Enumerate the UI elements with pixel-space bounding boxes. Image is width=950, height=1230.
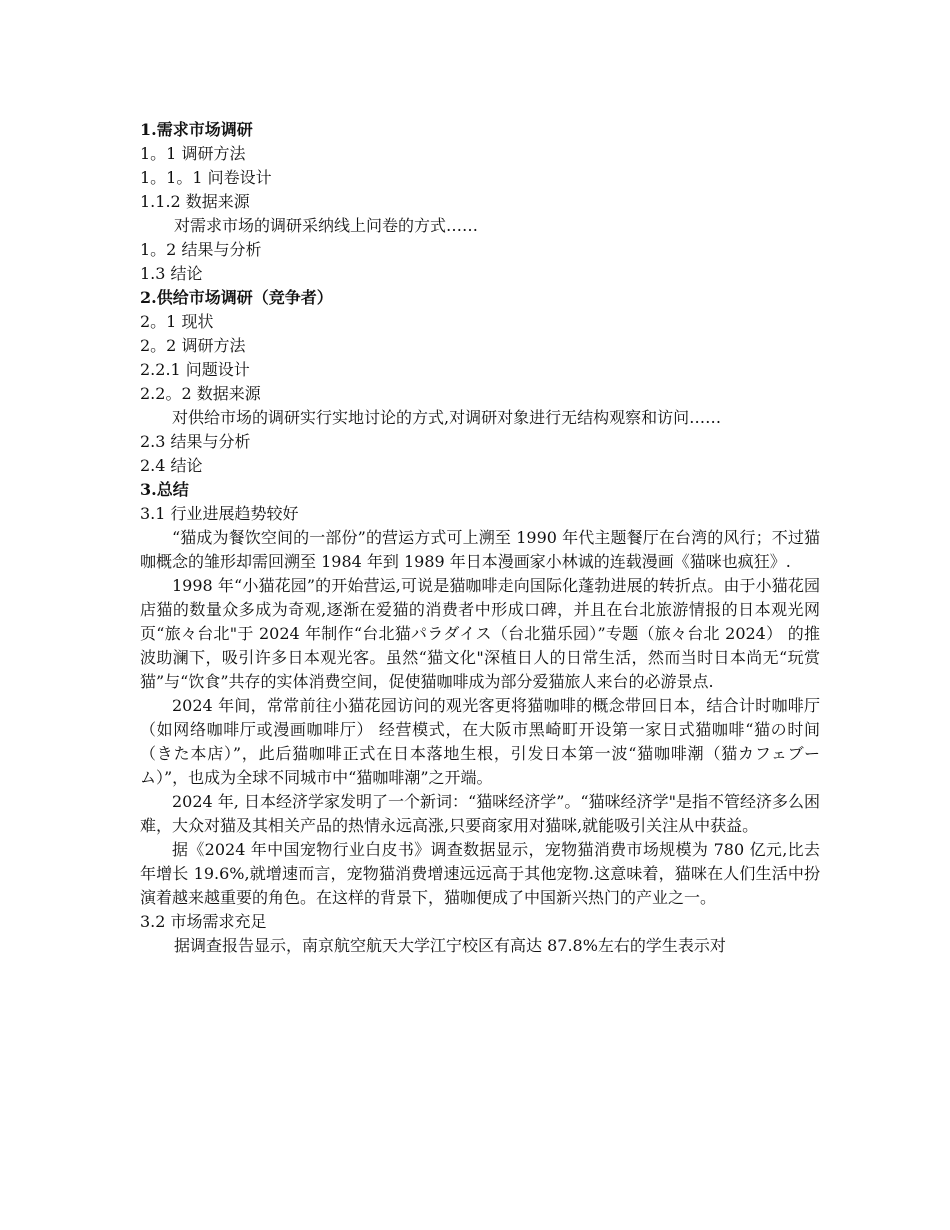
subsubsection-heading: 2.2.1 问题设计 <box>140 360 250 379</box>
subsubsection-heading: 1.1.2 数据来源 <box>140 192 250 211</box>
subsection-heading: 3.2 市场需求充足 <box>140 912 267 931</box>
subsection-heading: 1。1 调研方法 <box>140 144 246 163</box>
paragraph: 2024 年, 日本经济学家发明了一个新词：“猫咪经济学”。“猫咪经济学"是指不管经济多么困难，大众对猫及其相关产品的热情永远高涨,只要商家用对猫咪,就能吸引关注从中获益。 <box>140 792 820 835</box>
subsection-heading: 1。2 结果与分析 <box>140 240 262 259</box>
paragraph: 据《2024 年中国宠物行业白皮书》调查数据显示，宠物猫消费市场规模为 780 亿元,比去年增长 19.6%,就增速而言，宠物猫消费增速远远高于其他宠物.这意味着，猫咪在人们生活中扮演着越来越重要的角色。在这样的背景下，猫咖便成了中国新兴热门的产业之一。 <box>140 840 820 907</box>
subsection-heading: 1.3 结论 <box>140 264 203 283</box>
paragraph: 对需求市场的调研采纳线上问卷的方式…… <box>174 216 479 235</box>
paragraph: 对供给市场的调研实行实地讨论的方式,对调研对象进行无结构观察和访问…… <box>172 408 722 427</box>
section-heading: 3.总结 <box>140 480 189 499</box>
subsection-heading: 2.4 结论 <box>140 456 203 475</box>
subsection-heading: 2。1 现状 <box>140 312 214 331</box>
paragraph: “猫成为餐饮空间的一部份”的营运方式可上溯至 1990 年代主题餐厅在台湾的风行；不过猫咖概念的雏形却需回溯至 1984 年到 1989 年日本漫画家小林诚的连载漫画《猫咪也疯狂》. <box>140 528 820 571</box>
subsubsection-heading: 2.2。2 数据来源 <box>140 384 261 403</box>
subsection-heading: 2。2 调研方法 <box>140 336 246 355</box>
subsubsection-heading: 1。1。1 问卷设计 <box>140 168 272 187</box>
paragraph: 据调查报告显示，南京航空航天大学江宁校区有高达 87.8%左右的学生表示对 <box>174 936 726 955</box>
subsection-heading: 2.3 结果与分析 <box>140 432 251 451</box>
subsection-heading: 3.1 行业进展趋势较好 <box>140 504 299 523</box>
section-heading: 1.需求市场调研 <box>140 120 253 139</box>
paragraph: 2024 年间，常常前往小猫花园访问的观光客更将猫咖啡的概念带回日本，结合计时咖啡厅（如网络咖啡厅或漫画咖啡厅） 经营模式，在大阪市黑崎町开设第一家日式猫咖啡“猫の时间（きた本店）”，此后猫咖啡正式在日本落地生根，引发日本第一波“猫咖啡潮（猫カフェブーム）”，也成为全球不同城市中“猫咖啡潮”之开端。 <box>140 696 820 787</box>
document-page <box>140 118 820 958</box>
paragraph: 1998 年“小猫花园”的开始营运,可说是猫咖啡走向国际化蓬勃进展的转折点。由于小猫花园店猫的数量众多成为奇观,逐渐在爱猫的消费者中形成口碑，并且在台北旅游情报的日本观光网页“旅々台北"于 2024 年制作“台北猫パラダイス（台北猫乐园）”专题（旅々台北 2024） 的推波助澜下，吸引许多日本观光客。虽然“猫文化"深植日人的日常生活，然而当时日本尚无“玩赏猫”与“饮食”共存的实体消费空间，促使猫咖啡成为部分爱猫旅人来台的必游景点. <box>140 576 820 691</box>
section-heading: 2.供给市场调研（竞争者） <box>140 288 333 307</box>
